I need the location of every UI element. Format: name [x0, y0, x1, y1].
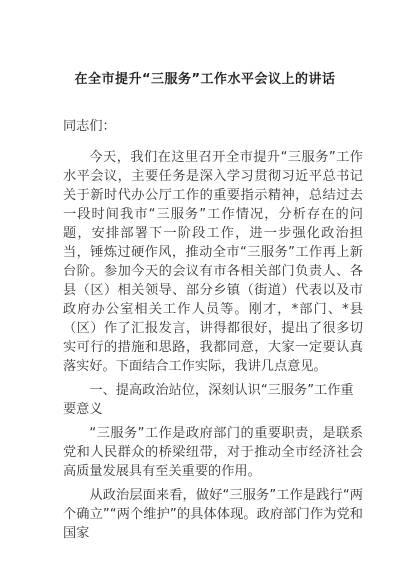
document-title: 在全市提升“三服务”工作水平会议上的讲话: [74, 72, 336, 87]
section-paragraph: “三服务”工作是政府部门的重要职责，是联系党和人民群众的桥梁纽带，对于推动全市经济社会高质量发展具有至关重要的作用。: [63, 426, 363, 479]
section-paragraph: 从政治层面来看，做好“三服务”工作是践行“两个确立”“两个维护”的具体体现。政府部门作为党和国家: [63, 488, 363, 541]
document-body: [63, 117, 363, 548]
intro-paragraph: 今天，我们在这里召开全市提升“三服务”工作水平会议，主要任务是深入学习贯彻习近平总书记关于新时代办公厅工作的重要指示精神，总结过去一段时间我市“三服务”工作情况，分析存在的问题，安排部署下一阶段工作，进一步强化政治担当，锤炼过硬作风，推动全市“三服务”工作再上新台阶。参加今天的会议有市各相关部门负责人、各县（区）相关领导、部分乡镇（街道）代表以及市政府办公室相关工作人员等。刚才，*部门、*县（区）作了汇报发言，讲得都很好，提出了很多切实可行的措施和思路，我都同意，大家一定要认真落实好。下面结合工作实际，我讲几点意见。: [63, 150, 363, 374]
section-heading: 一、提高政治站位，深刻认识“三服务”工作重要意义: [63, 383, 354, 417]
salutation: 同志们：: [63, 119, 116, 134]
